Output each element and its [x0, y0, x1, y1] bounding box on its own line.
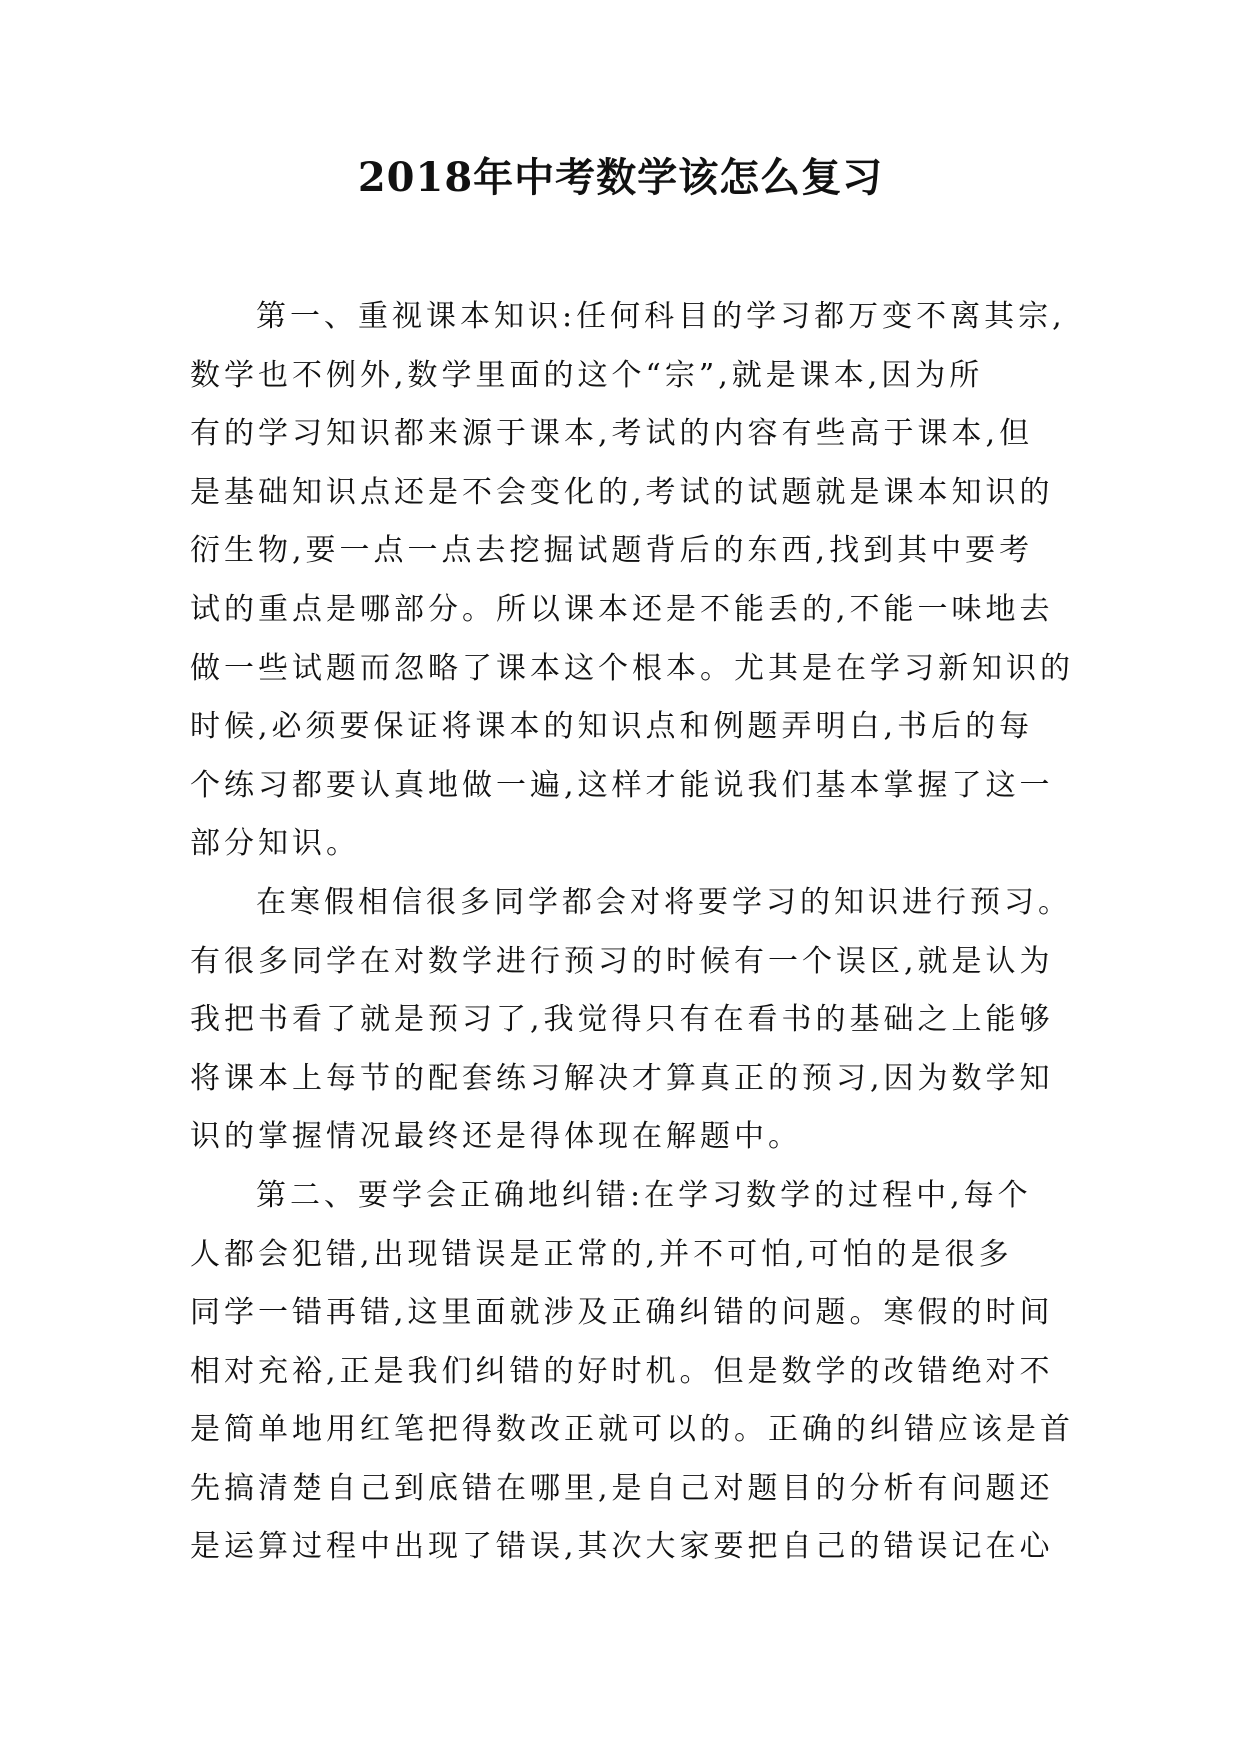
paragraph-line: 是简单地用红笔把得数改正就可以的。正确的纠错应该是首 [190, 1412, 1074, 1448]
paragraph-line: 第一、重视课本知识:任何科目的学习都万变不离其宗, [256, 299, 1066, 334]
paragraph-line: 人都会犯错,出现错误是正常的,并不可怕,可怕的是很多 [190, 1236, 1013, 1272]
paragraph-line: 有很多同学在对数学进行预习的时候有一个误区,就是认为 [190, 943, 1054, 979]
paragraph-line: 个练习都要认真地做一遍,这样才能说我们基本掌握了这一 [190, 767, 1054, 803]
document-title: 2018年中考数学该怎么复习 [357, 154, 884, 201]
paragraph-line: 将课本上每节的配套练习解决才算真正的预习,因为数学知 [190, 1060, 1054, 1096]
paragraph-line: 有的学习知识都来源于课本,考试的内容有些高于课本,但 [190, 416, 1034, 452]
paragraph-line: 相对充裕,正是我们纠错的好时机。但是数学的改错绝对不 [190, 1353, 1054, 1389]
paragraph-line: 在寒假相信很多同学都会对将要学习的知识进行预习。 [256, 884, 1072, 920]
document-body [190, 288, 1074, 1577]
paragraph-line: 部分知识。 [190, 826, 360, 862]
paragraph-line: 先搞清楚自己到底错在哪里,是自己对题目的分析有问题还 [190, 1470, 1054, 1506]
paragraph-line: 是基础知识点还是不会变化的,考试的试题就是课本知识的 [190, 474, 1054, 510]
paragraph-line: 识的掌握情况最终还是得体现在解题中。 [190, 1119, 802, 1155]
paragraph-line: 试的重点是哪部分。所以课本还是不能丢的,不能一味地去 [190, 591, 1054, 627]
paragraph-line: 我把书看了就是预习了,我觉得只有在看书的基础之上能够 [190, 1002, 1054, 1038]
paragraph-line: 第二、要学会正确地纠错:在学习数学的过程中,每个 [256, 1177, 1032, 1213]
paragraph-line: 同学一错再错,这里面就涉及正确纠错的问题。寒假的时间 [190, 1295, 1054, 1331]
paragraph-line: 做一些试题而忽略了课本这个根本。尤其是在学习新知识的 [190, 650, 1074, 686]
paragraph-line: 时候,必须要保证将课本的知识点和例题弄明白,书后的每 [190, 709, 1034, 745]
paragraph-line: 是运算过程中出现了错误,其次大家要把自己的错误记在心 [190, 1529, 1054, 1565]
paragraph-line: 数学也不例外,数学里面的这个“宗”,就是课本,因为所 [190, 357, 984, 393]
paragraph-line: 衍生物,要一点一点去挖掘试题背后的东西,找到其中要考 [190, 533, 1034, 569]
